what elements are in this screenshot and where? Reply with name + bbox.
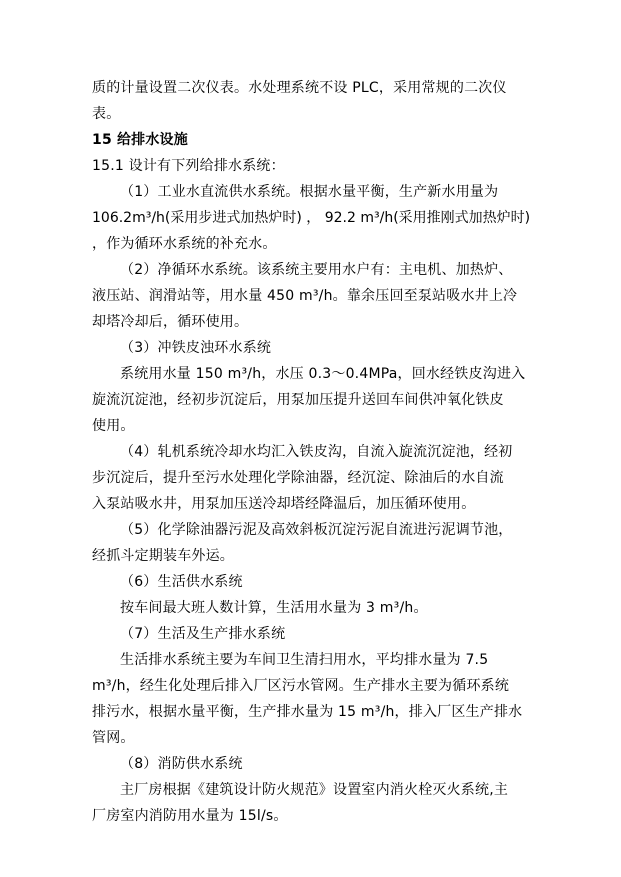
text-line-18: （5）化学除油器污泥及高效斜板沉淀污泥自流进污泥调节池， bbox=[120, 522, 513, 538]
text-line-10: 却塔冷却后，循环使用。 bbox=[92, 314, 249, 330]
text-line-27: （8）消防供水系统 bbox=[120, 756, 243, 772]
subsection-heading: 15.1 设计有下列给排水系统： bbox=[92, 158, 285, 174]
text-line-16: 步沉淀后，提升至污水处理化学除油器，经沉淀、除油后的水自流 bbox=[92, 470, 504, 486]
text-line-9: 液压站、润滑站等，用水量 450 m³/h。靠余压回至泵站吸水井上冷 bbox=[92, 288, 518, 304]
text-line-11: （3）冲铁皮浊环水系统 bbox=[120, 340, 272, 356]
text-line-5: （1）工业水直流供水系统。根据水量平衡，生产新水用量为 bbox=[120, 184, 499, 200]
text-line-8: （2）净循环水系统。该系统主要用水户有：主电机、加热炉、 bbox=[120, 262, 513, 278]
text-line-13: 旋流沉淀池，经初步沉淀后，用泵加压提升送回车间供冲氧化铁皮 bbox=[92, 392, 504, 408]
text-line-1: 质的计量设置二次仪表。水处理系统不设 PLC，采用常规的二次仪 bbox=[92, 80, 507, 96]
text-line-7: ，作为循环水系统的补充水。 bbox=[92, 236, 277, 252]
text-line-20: （6）生活供水系统 bbox=[120, 574, 243, 590]
text-line-28: 主厂房根据《建筑设计防火规范》设置室内消火栓灭火系统,主 bbox=[120, 782, 509, 798]
text-line-17: 入泵站吸水井，用泵加压送冷却塔经降温后，加压循环使用。 bbox=[92, 496, 476, 512]
text-line-12: 系统用水量 150 m³/h，水压 0.3～0.4MPa，回水经铁皮沟进入 bbox=[120, 366, 526, 382]
text-line-19: 经抓斗定期装车外运。 bbox=[92, 548, 234, 564]
text-line-24: m³/h，经生化处理后排入厂区污水管网。生产排水主要为循环系统 bbox=[92, 678, 510, 694]
text-line-2: 表。 bbox=[92, 106, 121, 122]
text-line-25: 排污水，根据水量平衡，生产排水量为 15 m³/h，排入厂区生产排水 bbox=[92, 704, 523, 720]
text-line-26: 管网。 bbox=[92, 730, 135, 746]
text-line-6: 106.2m³/h(采用步进式加热炉时) ， 92.2 m³/h(采用推刚式加热炉时) bbox=[92, 210, 531, 226]
text-line-21: 按车间最大班人数计算，生活用水量为 3 m³/h。 bbox=[120, 600, 428, 616]
section-heading: 15 给排水设施 bbox=[92, 132, 188, 148]
text-line-14: 使用。 bbox=[92, 418, 135, 434]
text-line-23: 生活排水系统主要为车间卫生清扫用水，平均排水量为 7.5 bbox=[120, 652, 489, 668]
text-line-15: （4）轧机系统冷却水均汇入铁皮沟，自流入旋流沉淀池，经初 bbox=[120, 444, 513, 460]
text-line-22: （7）生活及生产排水系统 bbox=[120, 626, 286, 642]
text-line-29: 厂房室内消防用水量为 15l/s。 bbox=[92, 808, 288, 824]
